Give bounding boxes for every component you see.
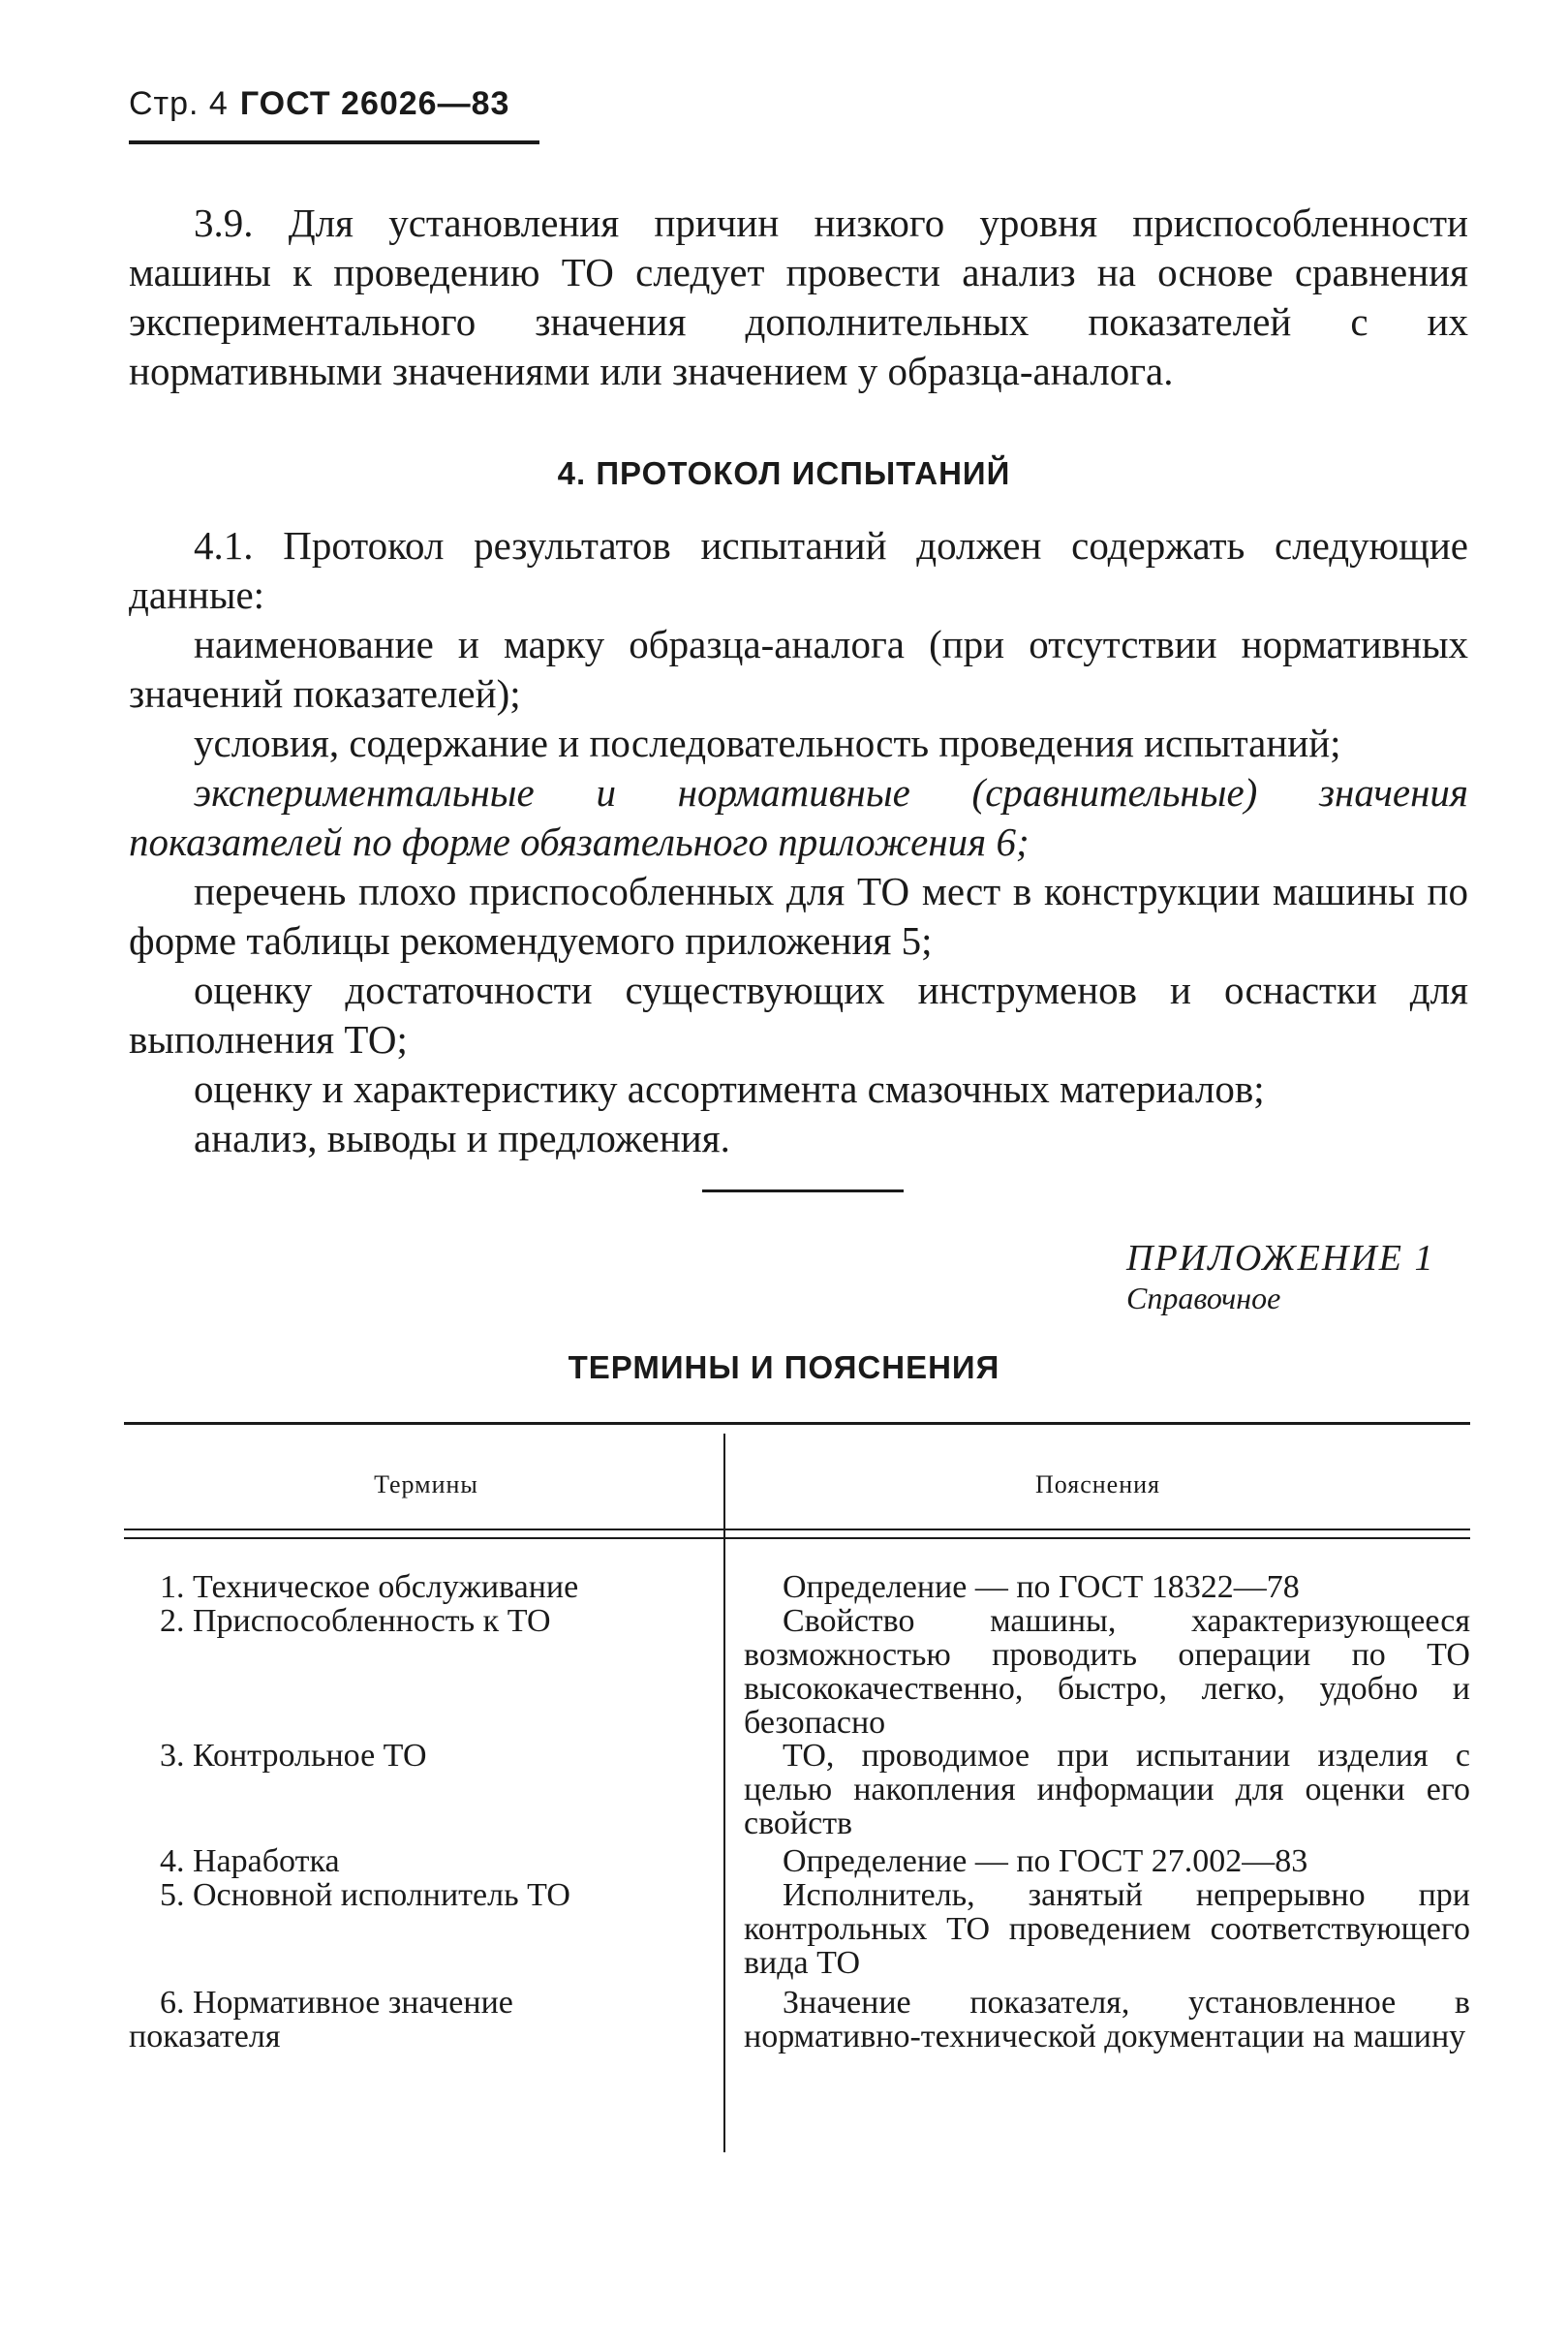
section-4-heading: 4. ПРОТОКОЛ ИСПЫТАНИЙ <box>557 455 1011 491</box>
explanation-cell: Определение — по ГОСТ 18322—78 <box>783 1569 1300 1605</box>
table-row <box>744 1844 1470 1878</box>
page-header <box>129 85 509 123</box>
table-row <box>744 1604 1470 1740</box>
list-item: оценку и характеристику ассортимента смазочных материалов; <box>194 1066 1265 1111</box>
explanation-cell: Определение — по ГОСТ 27.002—83 <box>783 1843 1308 1879</box>
list-item: оценку достаточности существующих инструменов и оснастки для выполнения ТО; <box>129 968 1468 1062</box>
table-header-rule-2 <box>124 1537 1470 1539</box>
table-column-divider <box>723 1434 725 2152</box>
standard-number: ГОСТ 26026—83 <box>239 85 510 122</box>
table-row <box>744 1986 1470 2054</box>
table-row <box>129 1986 671 2054</box>
explanation-cell: Исполнитель, занятый непрерывно при контрольных ТО проведением соответствующего вида ТО <box>744 1877 1470 1981</box>
table-row <box>129 1844 671 1878</box>
term-cell: 3. Контрольное ТО <box>160 1738 427 1774</box>
table-row <box>129 1570 671 1604</box>
term-cell: 6. Нормативное значение показателя <box>129 1985 513 2054</box>
paragraph-3-9: 3.9. Для установления причин низкого уровня приспособленности машины к проведению ТО следует провести анализ на основе сравнения экспериментального значения дополнительных показателей с их нормативными значениями или значением у образца-аналога. <box>129 201 1468 393</box>
protocol-items-list <box>129 620 1468 1163</box>
appendix-subtitle: Справочное <box>1126 1281 1281 1315</box>
page-number: Стр. 4 <box>129 85 229 122</box>
list-item: наименование и марку образца-аналога (при отсутствии нормативных значений показателей); <box>129 622 1468 716</box>
table-row <box>129 1739 671 1773</box>
table-row <box>744 1878 1470 1980</box>
table-header-terms: Термины <box>374 1470 478 1498</box>
table-header-rule-1 <box>124 1529 1470 1530</box>
term-cell: 1. Техническое обслуживание <box>160 1569 579 1605</box>
table-row <box>744 1570 1470 1604</box>
paragraph-4-1: 4.1. Протокол результатов испытаний должен содержать следующие данные: <box>129 523 1468 617</box>
term-cell: 2. Приспособленность к ТО <box>160 1603 551 1639</box>
table-top-rule <box>124 1422 1470 1425</box>
list-item: экспериментальные и нормативные (сравнительные) значения показателей по форме обязательного приложения 6; <box>129 770 1468 864</box>
list-item: перечень плохо приспособленных для ТО мест в конструкции машины по форме таблицы рекомендуемого приложения 5; <box>129 869 1468 963</box>
explanation-cell: ТО, проводимое при испытании изделия с целью накопления информации для оценки его свойств <box>744 1738 1470 1841</box>
list-item: условия, содержание и последовательность проведения испытаний; <box>194 721 1341 765</box>
term-cell: 5. Основной исполнитель ТО <box>160 1877 570 1913</box>
table-row <box>129 1604 671 1638</box>
list-item: анализ, выводы и предложения. <box>194 1116 730 1160</box>
header-underline <box>129 140 539 144</box>
table-row <box>129 1878 671 1912</box>
appendix-heading: ТЕРМИНЫ И ПОЯСНЕНИЯ <box>568 1349 1000 1385</box>
table-header-explanations: Пояснения <box>1034 1470 1161 1498</box>
explanation-cell: Значение показателя, установленное в нормативно-технической документации на машину <box>744 1985 1470 2054</box>
term-cell: 4. Наработка <box>160 1843 340 1879</box>
table-row <box>744 1739 1470 1840</box>
section-separator <box>702 1189 904 1192</box>
appendix-title: ПРИЛОЖЕНИЕ 1 <box>1126 1238 1435 1279</box>
explanation-cell: Свойство машины, характеризующееся возможностью проводить операции по ТО высококачественно, быстро, легко, удобно и безопасно <box>744 1603 1470 1741</box>
